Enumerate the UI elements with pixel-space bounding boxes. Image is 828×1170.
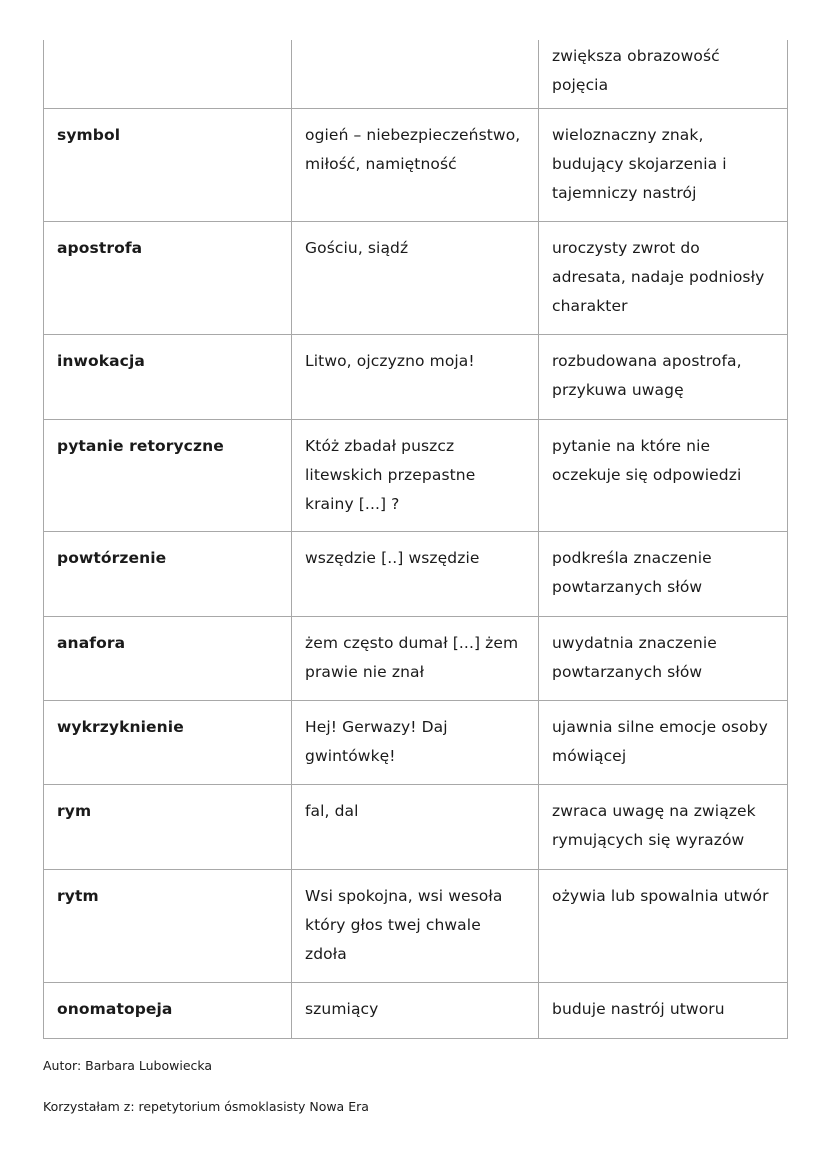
example-cell: wszędzie [..] wszędzie (292, 532, 539, 617)
function-cell: uroczysty zwrot do adresata, nadaje podniosły charakter (539, 222, 788, 335)
example-cell: Hej! Gerwazy! Daj gwintówkę! (292, 701, 539, 785)
function-cell: podkreśla znaczenie powtarzanych słów (539, 532, 788, 617)
table-row (44, 785, 788, 870)
example-cell: Któż zbadał puszcz litewskich przepastne krainy [...] ? (292, 420, 539, 532)
example-cell: Litwo, ojczyzno moja! (292, 335, 539, 420)
table-row (44, 40, 788, 109)
example-cell: żem często dumał [...] żem prawie nie znał (292, 617, 539, 701)
term-cell: powtórzenie (44, 532, 292, 617)
example-cell: szumiący (292, 983, 539, 1039)
source-note: Korzystałam z: repetytorium ósmoklasisty Nowa Era (43, 1099, 369, 1114)
table-row (44, 109, 788, 222)
function-cell: pytanie na które nie oczekuje się odpowiedzi (539, 420, 788, 532)
function-cell: ożywia lub spowalnia utwór (539, 870, 788, 983)
term-cell: apostrofa (44, 222, 292, 335)
table-row (44, 222, 788, 335)
table-row (44, 870, 788, 983)
example-cell: fal, dal (292, 785, 539, 870)
term-cell: symbol (44, 109, 292, 222)
table-row (44, 617, 788, 701)
author-note: Autor: Barbara Lubowiecka (43, 1058, 213, 1073)
term-cell: wykrzyknienie (44, 701, 292, 785)
stylistic-devices-table (43, 40, 788, 1039)
example-cell: ogień – niebezpieczeństwo, miłość, namiętność (292, 109, 539, 222)
table-row (44, 701, 788, 785)
term-cell (44, 40, 292, 109)
term-cell: anafora (44, 617, 292, 701)
term-cell: rym (44, 785, 292, 870)
function-cell: zwiększa obrazowość pojęcia (539, 40, 788, 109)
function-cell: buduje nastrój utworu (539, 983, 788, 1039)
table-row (44, 335, 788, 420)
table-row (44, 983, 788, 1039)
function-cell: zwraca uwagę na związek rymujących się wyrazów (539, 785, 788, 870)
table-row (44, 532, 788, 617)
function-cell: rozbudowana apostrofa, przykuwa uwagę (539, 335, 788, 420)
term-cell: inwokacja (44, 335, 292, 420)
table-row (44, 420, 788, 532)
example-cell: Wsi spokojna, wsi wesoła który głos twej chwale zdoła (292, 870, 539, 983)
function-cell: ujawnia silne emocje osoby mówiącej (539, 701, 788, 785)
example-cell (292, 40, 539, 109)
term-cell: onomatopeja (44, 983, 292, 1039)
term-cell: rytm (44, 870, 292, 983)
function-cell: uwydatnia znaczenie powtarzanych słów (539, 617, 788, 701)
term-cell: pytanie retoryczne (44, 420, 292, 532)
function-cell: wieloznaczny znak, budujący skojarzenia i tajemniczy nastrój (539, 109, 788, 222)
example-cell: Gościu, siądź (292, 222, 539, 335)
